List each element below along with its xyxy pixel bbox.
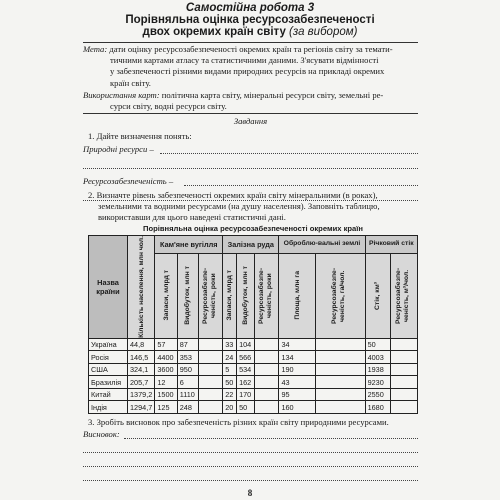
sub-area-land-label: Площа, млн га xyxy=(293,271,301,320)
task1-text: 1. Дайте визначення понять: xyxy=(88,131,192,141)
table-cell: 57 xyxy=(155,338,177,351)
table-cell: 4400 xyxy=(155,351,177,364)
subtitle-line-1: Порівняльна оцінка ресурсозабезпеченості xyxy=(125,14,375,26)
table-cell: 50 xyxy=(365,338,390,351)
table-row xyxy=(89,376,418,389)
table-cell: 534 xyxy=(237,363,255,376)
term-natural-resources: Природні ресурси – xyxy=(83,144,154,154)
table-cell[interactable] xyxy=(316,351,365,364)
table-cell[interactable] xyxy=(390,388,417,401)
answer-line[interactable] xyxy=(184,185,418,186)
table-cell: 50 xyxy=(237,401,255,414)
group-land: Оброблю-вальні землі xyxy=(279,236,365,254)
table-cell: 24 xyxy=(223,351,237,364)
subtitle-line-2 xyxy=(0,26,500,38)
sub-supply-land-label: Ресурсозабезпе-ченість, га/чол. xyxy=(331,267,347,324)
group-coal: Кам'яне вугілля xyxy=(155,236,223,254)
table-cell[interactable] xyxy=(255,351,279,364)
goal-line-1: дати оцінку ресурсозабезпеченості окремих країн та регіонів світу за темати- xyxy=(109,44,393,54)
country-cell: Росія xyxy=(89,351,128,364)
tasks-heading: Завдання xyxy=(233,116,268,126)
group-iron: Залізна руда xyxy=(223,236,279,254)
table-cell: 43 xyxy=(279,376,316,389)
sub-production-iron xyxy=(237,253,255,338)
table-row xyxy=(89,401,418,414)
table-cell[interactable] xyxy=(390,376,417,389)
col-country xyxy=(89,236,128,339)
table-cell: 125 xyxy=(155,401,177,414)
table-cell: 3600 xyxy=(155,363,177,376)
table-title: Порівняльна оцінка ресурсозабезпеченості окремих країн xyxy=(143,224,363,233)
table-cell[interactable] xyxy=(198,363,222,376)
goal-line-2: тичними картами атласу та статистичними даними. З'ясувати відмінності xyxy=(110,55,379,66)
answer-line[interactable] xyxy=(83,480,418,481)
table-cell: 950 xyxy=(177,363,198,376)
maps-divider xyxy=(83,113,418,114)
goal-label: Мета: xyxy=(83,44,108,54)
answer-line[interactable] xyxy=(83,466,418,467)
country-cell: Індія xyxy=(89,401,128,414)
table-cell: 162 xyxy=(237,376,255,389)
table-cell: 1680 xyxy=(365,401,390,414)
table-cell[interactable] xyxy=(316,401,365,414)
country-cell: Бразилія xyxy=(89,376,128,389)
goal-block xyxy=(83,44,423,89)
sub-supply-iron-label: Ресурсозабезпе-ченість, роки xyxy=(257,267,273,324)
maps-line-2: сурси світу, водні ресурси світу. xyxy=(110,101,227,112)
table-cell: 12 xyxy=(155,376,177,389)
table-cell[interactable] xyxy=(316,338,365,351)
table-cell: 146,5 xyxy=(128,351,155,364)
country-cell: Китай xyxy=(89,388,128,401)
maps-label: Використання карт: xyxy=(83,90,160,100)
table-row xyxy=(89,338,418,351)
table-cell[interactable] xyxy=(198,338,222,351)
task2-line-1: 2. Визначте рівень забезпеченості окремих країн світу мінеральними (в роках), xyxy=(88,190,378,200)
goal-line-4: країн світу. xyxy=(110,77,151,88)
table-cell: 324,1 xyxy=(128,363,155,376)
table-row xyxy=(89,363,418,376)
table-cell[interactable] xyxy=(255,388,279,401)
col-country-label: Назва країни xyxy=(96,277,120,296)
answer-line[interactable] xyxy=(160,153,418,154)
table-cell[interactable] xyxy=(316,363,365,376)
table-cell: 44,8 xyxy=(128,338,155,351)
table-row xyxy=(89,351,418,364)
title-divider xyxy=(83,42,418,43)
sub-supply-coal xyxy=(198,253,222,338)
table-cell: 160 xyxy=(279,401,316,414)
sub-reserves-iron-label: Запаси, млрд т xyxy=(226,270,234,321)
table-cell: 1294,7 xyxy=(128,401,155,414)
table-cell[interactable] xyxy=(390,401,417,414)
table-cell: 6 xyxy=(177,376,198,389)
table-cell: 1500 xyxy=(155,388,177,401)
work-title: Самостійна робота 3 xyxy=(185,2,315,14)
table-cell[interactable] xyxy=(255,338,279,351)
table-cell[interactable] xyxy=(390,338,417,351)
country-cell: Україна xyxy=(89,338,128,351)
subtitle-text: двох окремих країн світу xyxy=(142,26,286,38)
sub-flow-water xyxy=(365,253,390,338)
table-cell: 4003 xyxy=(365,351,390,364)
subtitle-note: (за вибором) xyxy=(289,26,358,38)
sub-supply-water xyxy=(390,253,417,338)
conclusion-label: Висновок: xyxy=(83,429,120,439)
table-cell: 104 xyxy=(237,338,255,351)
table-cell: 248 xyxy=(177,401,198,414)
resource-table xyxy=(88,235,418,414)
sub-area-land xyxy=(279,253,316,338)
table-cell: 95 xyxy=(279,388,316,401)
table-cell: 22 xyxy=(223,388,237,401)
sub-supply-coal-label: Ресурсозабезпе-ченість, роки xyxy=(201,267,217,324)
country-cell: США xyxy=(89,363,128,376)
sub-production-iron-label: Видобуток, млн т xyxy=(242,266,250,326)
sub-reserves-iron xyxy=(223,253,237,338)
table-cell[interactable] xyxy=(198,401,222,414)
col-population-label: Кількість населення, млн чол. xyxy=(137,236,145,338)
table-cell[interactable] xyxy=(255,363,279,376)
sub-supply-land xyxy=(316,253,365,338)
sub-supply-iron xyxy=(255,253,279,338)
table-cell: 2550 xyxy=(365,388,390,401)
table-cell: 87 xyxy=(177,338,198,351)
table-cell[interactable] xyxy=(316,376,365,389)
table-cell: 1379,2 xyxy=(128,388,155,401)
table-cell[interactable] xyxy=(198,376,222,389)
table-cell: 33 xyxy=(223,338,237,351)
table-cell[interactable] xyxy=(316,388,365,401)
answer-line[interactable] xyxy=(124,438,418,439)
table-cell: 205,7 xyxy=(128,376,155,389)
goal-line-3: у забезпеченості різними видами природних ресурсів на прикладі окремих xyxy=(110,66,385,77)
table-cell[interactable] xyxy=(198,351,222,364)
table-cell: 134 xyxy=(279,351,316,364)
table-cell[interactable] xyxy=(255,401,279,414)
sub-production-coal xyxy=(177,253,198,338)
table-cell: 34 xyxy=(279,338,316,351)
table-cell: 1938 xyxy=(365,363,390,376)
sub-reserves-coal-label: Запаси, млрд т xyxy=(162,270,170,321)
group-water: Річковий стік xyxy=(365,236,417,254)
task3-text: 3. Зробіть висновок про забезпеченість різних країн світу природними ресурсами. xyxy=(88,417,389,427)
page-number: 8 xyxy=(247,488,253,498)
sub-reserves-coal xyxy=(155,253,177,338)
sub-production-coal-label: Видобуток, млн т xyxy=(184,266,192,326)
table-cell: 170 xyxy=(237,388,255,401)
table-cell[interactable] xyxy=(390,363,417,376)
table-cell[interactable] xyxy=(390,351,417,364)
table-cell: 5 xyxy=(223,363,237,376)
maps-block xyxy=(83,90,423,112)
task2-block xyxy=(88,190,423,224)
table-cell[interactable] xyxy=(198,388,222,401)
table-cell: 353 xyxy=(177,351,198,364)
table-cell: 20 xyxy=(223,401,237,414)
table-cell: 566 xyxy=(237,351,255,364)
task2-line-2: земельними та водними ресурсами (на душу населення). Заповніть таблицю, xyxy=(98,201,380,212)
term-resource-supply: Ресурсозабезпеченість – xyxy=(83,176,174,186)
table-cell: 9230 xyxy=(365,376,390,389)
maps-line-1: політична карта світу, мінеральні ресурси світу, земельні ре- xyxy=(161,90,384,100)
sub-flow-water-label: Стік, км³ xyxy=(374,281,382,310)
table-row xyxy=(89,388,418,401)
sub-supply-water-label: Ресурсозабезпе-ченість, м³/чол. xyxy=(394,267,410,324)
answer-line[interactable] xyxy=(83,168,418,169)
table-cell: 1110 xyxy=(177,388,198,401)
task2-line-3: використавши для цього наведені статистичні дані. xyxy=(98,212,286,223)
answer-line[interactable] xyxy=(83,452,418,453)
col-population xyxy=(128,236,155,339)
table-cell: 50 xyxy=(223,376,237,389)
table-cell[interactable] xyxy=(255,376,279,389)
table-cell: 190 xyxy=(279,363,316,376)
